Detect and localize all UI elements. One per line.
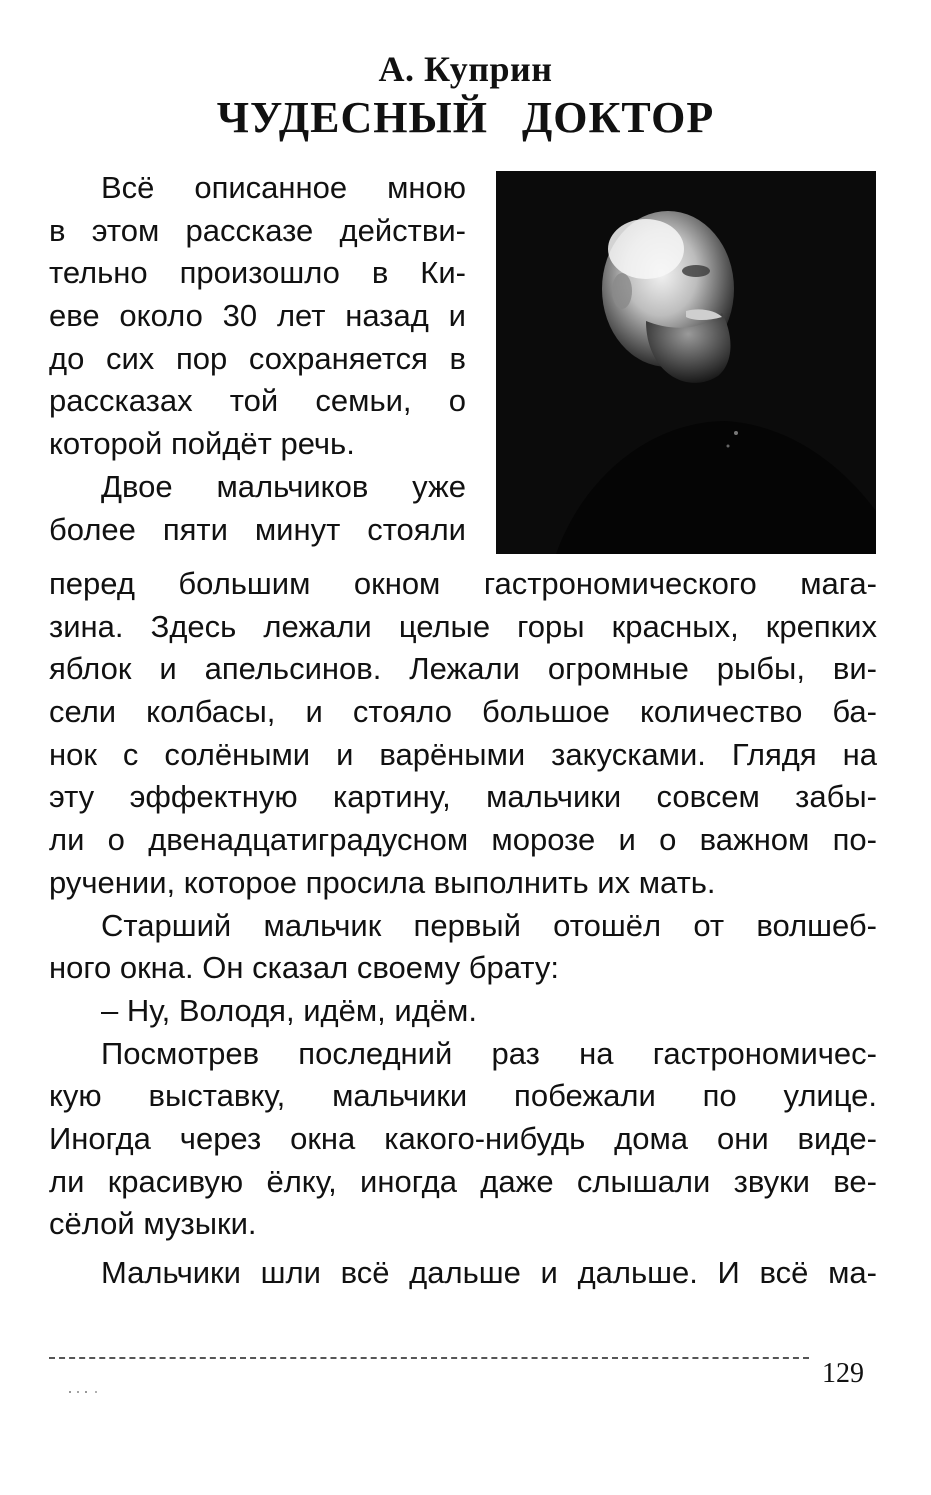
text-line: рассказах той семьи, о bbox=[49, 383, 466, 419]
text-line: перед большим окном гастрономического мага- bbox=[49, 566, 877, 601]
text-line: сели колбасы, и стояло большое количество ба- bbox=[49, 694, 877, 730]
text-line: которой пойдёт речь. bbox=[49, 426, 355, 462]
text-line: ручении, которое просила выполнить их мать. bbox=[49, 864, 716, 900]
text-line: более пяти минут стояли bbox=[49, 511, 466, 547]
body-text bbox=[49, 563, 877, 1295]
text-line: Мальчики шли всё дальше и дальше. И всё ма- bbox=[101, 1255, 877, 1290]
text-line: – Ну, Володя, идём, идём. bbox=[101, 992, 477, 1028]
text-line: ли о двенадцатиградусном морозе и о важном по- bbox=[49, 822, 877, 858]
text-line: до сих пор сохраняется в bbox=[49, 340, 466, 376]
text-line: Иногда через окна какого-нибудь дома они виде- bbox=[49, 1120, 877, 1156]
text-line: тельно произошло в Ки- bbox=[49, 255, 466, 291]
text-line: нок с солёными и варёными закусками. Глядя на bbox=[49, 736, 877, 772]
text-line: еве около 30 лет назад и bbox=[49, 298, 466, 334]
text-line: Старший мальчик первый отошёл от волшеб- bbox=[101, 907, 877, 943]
author-portrait-icon bbox=[496, 171, 876, 554]
text-line: эту эффектную картину, мальчики совсем забы- bbox=[49, 779, 877, 815]
text-line: Двое мальчиков уже bbox=[101, 468, 466, 504]
page-number: 129 bbox=[822, 1358, 864, 1389]
story-title: ЧУДЕСНЫЙ ДОКТОР bbox=[216, 93, 715, 142]
footer-rule bbox=[49, 1357, 809, 1359]
author-name: А. Куприн bbox=[378, 49, 553, 89]
text-line: сёлой музыки. bbox=[49, 1206, 257, 1242]
text-line: Посмотрев последний раз на гастрономичес- bbox=[101, 1035, 877, 1071]
author-portrait bbox=[496, 171, 876, 554]
text-line: кую выставку, мальчики побежали по улице. bbox=[49, 1078, 877, 1114]
text-line: зина. Здесь лежали целые горы красных, крепких bbox=[49, 608, 877, 644]
text-line: в этом рассказе действи- bbox=[49, 212, 466, 248]
text-line: яблок и апельсинов. Лежали огромные рыбы, ви- bbox=[49, 651, 877, 687]
text-line: ного окна. Он сказал своему брату: bbox=[49, 950, 559, 986]
text-line: Всё описанное мною bbox=[101, 170, 466, 205]
wrapped-text-column bbox=[49, 167, 466, 551]
print-speck-icon bbox=[66, 1390, 106, 1394]
text-line: ли красивую ёлку, иногда даже слышали звуки ве- bbox=[49, 1163, 877, 1199]
